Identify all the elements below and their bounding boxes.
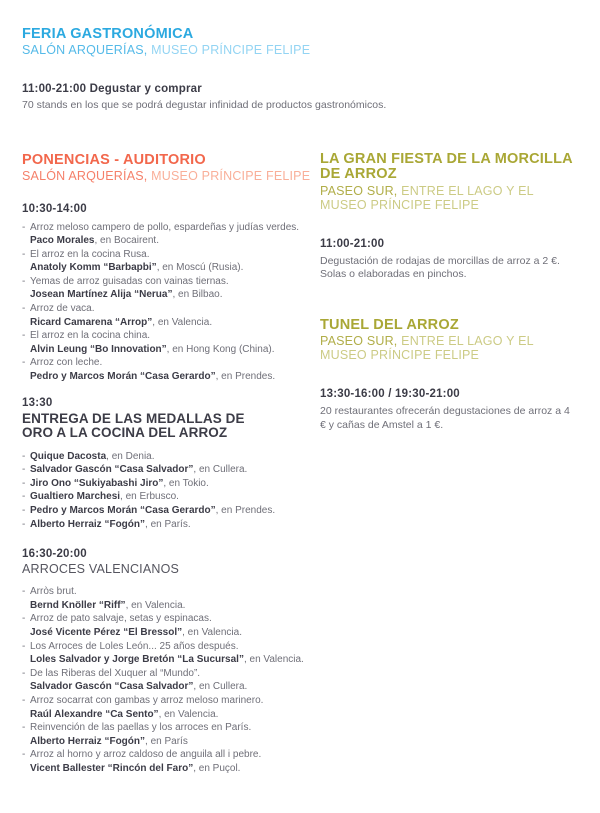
chef-name: Alvin Leung “Bo Innovation” bbox=[30, 343, 167, 355]
tunel-time: 13:30-16:00 / 19:30-21:00 bbox=[320, 388, 460, 400]
chef-name: Loles Salvador y Jorge Bretón “La Sucursal” bbox=[30, 654, 244, 666]
dish-line bbox=[22, 275, 320, 289]
chef-name: Paco Morales bbox=[30, 235, 95, 247]
event-program-page bbox=[22, 26, 580, 776]
chef-name: Quique Dacosta bbox=[30, 450, 107, 462]
session-morning bbox=[22, 203, 320, 384]
chef-place: , en Valencia. bbox=[182, 626, 242, 638]
dish-line bbox=[22, 721, 320, 735]
program-item bbox=[22, 302, 320, 329]
feria-time-row bbox=[22, 83, 580, 95]
chef-line bbox=[22, 735, 320, 749]
session-medals-list bbox=[22, 450, 320, 532]
morcilla-title: LA GRAN FIESTA DE LA MORCILLA DE ARROZ bbox=[320, 150, 573, 182]
tunel-location bbox=[320, 334, 580, 362]
dish-text: Arròs brut. bbox=[30, 586, 77, 598]
chef-name: Pedro y Marcos Morán “Casa Gerardo” bbox=[30, 371, 216, 383]
dish-text: Los Arroces de Loles León... 25 años después. bbox=[30, 640, 239, 652]
session-medals-time: 13:30 bbox=[22, 396, 53, 409]
ponencias-title: PONENCIAS - AUDITORIO bbox=[22, 151, 206, 168]
chef-name: Ricard Camarena “Arrop” bbox=[30, 316, 153, 328]
morcilla-location-detail: ENTRE EL LAGO Y EL MUSEO PRÍNCIPE FELIPE bbox=[320, 183, 534, 212]
chef-place: , en Valencia. bbox=[152, 316, 213, 328]
section-morcilla bbox=[320, 152, 580, 282]
program-item bbox=[22, 275, 320, 302]
awardee-line bbox=[22, 518, 320, 532]
dash-bullet: - bbox=[22, 275, 26, 287]
chef-name: Salvador Gascón “Casa Salvador” bbox=[30, 681, 194, 693]
session-evening-time: 16:30-20:00 bbox=[22, 548, 87, 561]
session-medals-heading: ENTREGA DE LAS MEDALLAS DE ORO A LA COCINA DEL ARROZ bbox=[22, 410, 245, 441]
chef-name: Gualtiero Marchesi bbox=[30, 491, 121, 503]
ponencias-location bbox=[22, 169, 320, 184]
chef-place: , en Prendes. bbox=[215, 371, 276, 383]
awardee-line bbox=[22, 463, 320, 477]
chef-line bbox=[22, 653, 320, 667]
program-item bbox=[22, 748, 320, 775]
column-paseo-sur bbox=[320, 152, 580, 776]
dish-line bbox=[22, 612, 320, 626]
program-item bbox=[22, 721, 320, 748]
chef-line bbox=[22, 599, 320, 613]
session-morning-list bbox=[22, 221, 320, 384]
chef-line bbox=[22, 762, 320, 776]
feria-location-building: MUSEO PRÍNCIPE FELIPE bbox=[151, 43, 311, 57]
tunel-title: TUNEL DEL ARROZ bbox=[320, 316, 459, 333]
section-feria-gastronomica bbox=[22, 26, 580, 113]
chef-name: Raúl Alexandre “Ca Sento” bbox=[30, 708, 159, 720]
chef-place: , en Valencia. bbox=[125, 599, 186, 611]
dish-line bbox=[22, 667, 320, 681]
chef-line bbox=[22, 261, 320, 275]
program-item bbox=[22, 640, 320, 667]
dish-line bbox=[22, 640, 320, 654]
dish-line bbox=[22, 329, 320, 343]
dash-bullet: - bbox=[22, 613, 26, 625]
dash-bullet: - bbox=[22, 221, 26, 233]
chef-line bbox=[22, 316, 320, 330]
morcilla-description: Degustación de rodajas de morcillas de arroz a 2 €. Solas o elaboradas en pinchos. bbox=[320, 254, 560, 280]
dish-line bbox=[22, 248, 320, 262]
program-item bbox=[22, 356, 320, 383]
chef-place: , en Cullera. bbox=[193, 681, 248, 693]
dish-line bbox=[22, 356, 320, 370]
dish-line bbox=[22, 585, 320, 599]
dash-bullet: - bbox=[22, 518, 26, 530]
chef-name: Jiro Ono “Sukiyabashi Jiro” bbox=[30, 477, 164, 489]
dish-text: El arroz en la cocina china. bbox=[30, 330, 151, 342]
chef-place: , en Erbusco. bbox=[120, 491, 179, 503]
dash-bullet: - bbox=[22, 477, 26, 489]
dish-text: Yemas de arroz guisadas con vainas tiernas. bbox=[30, 275, 229, 287]
session-evening-list bbox=[22, 585, 320, 775]
dash-bullet: - bbox=[22, 303, 26, 315]
chef-name: Vicent Ballester “Rincón del Faro” bbox=[30, 762, 194, 774]
program-item bbox=[22, 612, 320, 639]
morcilla-location bbox=[320, 184, 580, 212]
dash-bullet: - bbox=[22, 667, 26, 679]
chef-name: José Vicente Pérez “El Bressol” bbox=[30, 626, 183, 638]
program-item bbox=[22, 248, 320, 275]
chef-line bbox=[22, 234, 320, 248]
dish-text: Arroz de pato salvaje, setas y espinacas. bbox=[30, 613, 212, 625]
dish-text: Arroz meloso campero de pollo, espardeñas y judías verdes. bbox=[30, 221, 300, 233]
ponencias-location-venue: SALÓN ARQUERÍAS, bbox=[22, 168, 148, 183]
chef-line bbox=[22, 288, 320, 302]
dash-bullet: - bbox=[22, 749, 26, 761]
feria-time: 11:00-21:00 bbox=[22, 83, 87, 95]
dash-bullet: - bbox=[22, 694, 26, 706]
dash-bullet: - bbox=[22, 248, 26, 260]
dish-text: Arroz con leche. bbox=[30, 357, 103, 369]
awardee-line bbox=[22, 504, 320, 518]
chef-name: Anatoly Komm “Barbapbi” bbox=[30, 262, 157, 274]
feria-description: 70 stands en los que se podrá degustar infinidad de productos gastronómicos. bbox=[22, 99, 387, 111]
dash-bullet: - bbox=[22, 505, 26, 516]
chef-name: Alberto Herraiz “Fogón” bbox=[30, 518, 146, 530]
program-item bbox=[22, 329, 320, 356]
morcilla-location-venue: PASEO SUR, bbox=[320, 183, 398, 198]
dish-line bbox=[22, 694, 320, 708]
morcilla-time: 11:00-21:00 bbox=[320, 237, 385, 250]
chef-place: , en Valencia. bbox=[243, 654, 304, 666]
ponencias-location-building: MUSEO PRÍNCIPE FELIPE bbox=[151, 168, 311, 183]
chef-name: Bernd Knöller “Riff” bbox=[30, 599, 126, 611]
program-item bbox=[22, 585, 320, 612]
chef-place: , en París. bbox=[145, 518, 191, 530]
section-tunel bbox=[320, 318, 580, 433]
program-item bbox=[22, 667, 320, 694]
chef-place: , en Denia. bbox=[106, 450, 155, 462]
dish-text: Arroz socarrat con gambas y arroz meloso marinero. bbox=[30, 694, 264, 706]
session-evening-heading: ARROCES VALENCIANOS bbox=[22, 562, 180, 577]
tunel-description: 20 restaurantes ofrecerán degustaciones de arroz a 4 € y cañas de Amstel a 1 €. bbox=[320, 405, 570, 431]
chef-place: , en Bilbao. bbox=[172, 289, 223, 301]
dish-line bbox=[22, 748, 320, 762]
dash-bullet: - bbox=[22, 586, 26, 598]
session-medals bbox=[22, 397, 320, 532]
chef-line bbox=[22, 708, 320, 722]
chef-place: , en Moscú (Rusia). bbox=[156, 262, 244, 274]
dash-bullet: - bbox=[22, 464, 26, 476]
two-column-layout bbox=[22, 152, 580, 776]
awardee-line bbox=[22, 477, 320, 491]
session-evening bbox=[22, 548, 320, 775]
chef-place: , en París bbox=[145, 735, 188, 747]
dish-text: Arroz de vaca. bbox=[30, 303, 95, 315]
chef-name: Alberto Herraiz “Fogón” bbox=[30, 735, 146, 747]
dish-text: Arroz al horno y arroz caldoso de anguila all i pebre. bbox=[30, 749, 262, 761]
awardee-line bbox=[22, 490, 320, 504]
chef-line bbox=[22, 343, 320, 357]
dash-bullet: - bbox=[22, 722, 26, 734]
feria-title: FERIA GASTRONÓMICA bbox=[22, 26, 194, 42]
tunel-location-venue: PASEO SUR, bbox=[320, 334, 398, 348]
feria-activity: Degustar y comprar bbox=[89, 83, 202, 95]
tunel-location-detail: ENTRE EL LAGO Y EL MUSEO PRÍNCIPE FELIPE bbox=[320, 334, 534, 362]
dish-text: De las Riberas del Xuquer al “Mundo”. bbox=[30, 667, 201, 679]
chef-place: , en Bocairent. bbox=[94, 235, 159, 247]
chef-place: , en Prendes. bbox=[215, 505, 276, 516]
session-morning-time: 10:30-14:00 bbox=[22, 202, 87, 215]
chef-line bbox=[22, 680, 320, 694]
dash-bullet: - bbox=[22, 640, 26, 652]
dash-bullet: - bbox=[22, 491, 26, 503]
dish-text: Reinvención de las paellas y los arroces en París. bbox=[30, 722, 252, 734]
dish-line bbox=[22, 221, 320, 235]
awardee-line bbox=[22, 450, 320, 464]
chef-name: Pedro y Marcos Morán “Casa Gerardo” bbox=[30, 505, 216, 516]
chef-name: Josean Martínez Alija “Nerua” bbox=[30, 289, 173, 301]
chef-place: , en Puçol. bbox=[193, 762, 241, 774]
dash-bullet: - bbox=[22, 330, 26, 342]
dash-bullet: - bbox=[22, 450, 26, 462]
chef-line bbox=[22, 370, 320, 384]
dash-bullet: - bbox=[22, 357, 26, 369]
chef-place: , en Tokio. bbox=[163, 477, 209, 489]
column-ponencias bbox=[22, 152, 320, 776]
chef-name: Salvador Gascón “Casa Salvador” bbox=[30, 464, 194, 476]
dish-text: El arroz en la cocina Rusa. bbox=[30, 248, 150, 260]
chef-line bbox=[22, 626, 320, 640]
dish-line bbox=[22, 302, 320, 316]
chef-place: , en Valencia. bbox=[158, 708, 219, 720]
program-item bbox=[22, 221, 320, 248]
feria-location-venue: SALÓN ARQUERÍAS, bbox=[22, 43, 148, 57]
chef-place: , en Hong Kong (China). bbox=[166, 343, 275, 355]
chef-place: , en Cullera. bbox=[193, 464, 248, 476]
feria-location bbox=[22, 43, 580, 58]
program-item bbox=[22, 694, 320, 721]
